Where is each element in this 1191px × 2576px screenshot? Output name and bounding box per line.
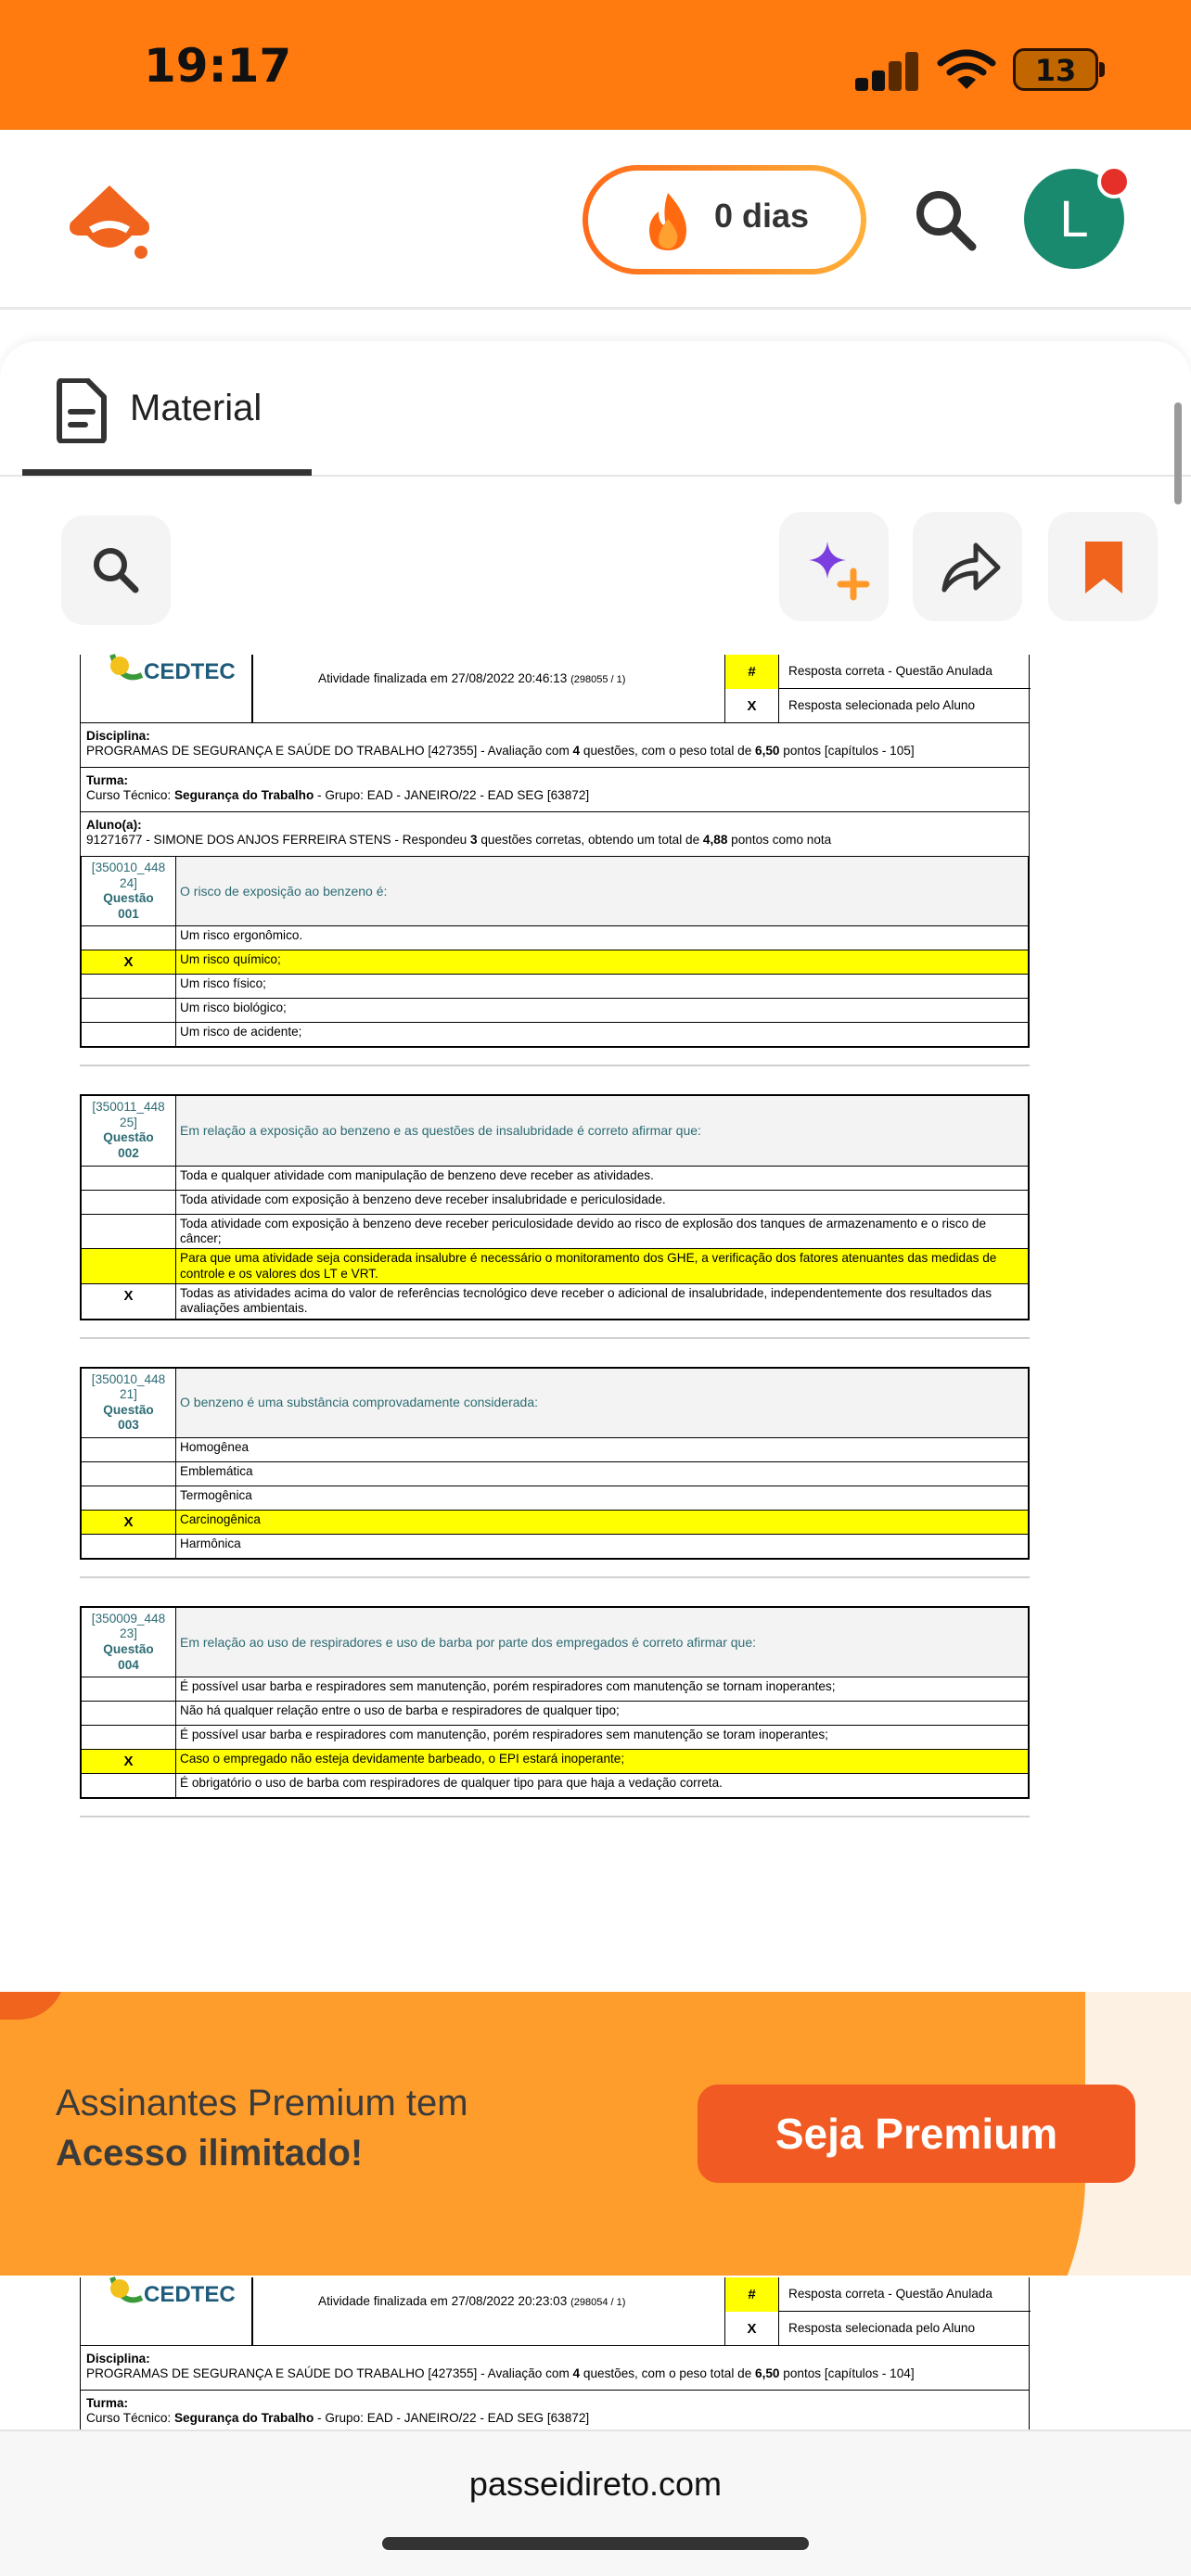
text-cell: Resposta correta - Questão Anulada [788, 2287, 992, 2301]
cedtec-logo [94, 2270, 242, 2313]
question-text: Em relação ao uso de respiradores e uso de barba por parte dos empregados é correto afirmar que: [176, 1608, 1028, 1677]
legend-key-hash: # [725, 655, 779, 689]
answer-option [82, 1166, 1028, 1190]
finished-line [318, 2294, 625, 2309]
question-block [80, 1606, 1030, 1799]
text-cell: X [725, 2312, 779, 2346]
answer-option [82, 1214, 1028, 1249]
text-cell: (298054 / 1) [570, 2297, 626, 2308]
answer-option [82, 1773, 1028, 1797]
battery-level: 13 [1034, 53, 1077, 88]
text-cell: Harmônica [180, 1536, 241, 1550]
document-search-button[interactable] [61, 516, 171, 625]
disciplina-info [80, 2346, 1030, 2391]
text-cell: Questão [103, 1130, 154, 1145]
assessment-document [80, 655, 1030, 1817]
text-cell: Todas as atividades acima do valor de referências tecnológico deve receber o adicional de insalubridade, independentemente dos resultados das avaliações ambientais. [180, 1285, 992, 1316]
text-cell [82, 1486, 176, 1510]
scrollbar[interactable] [1174, 402, 1182, 504]
banner-line-2: Acesso ilimitado! [56, 2133, 364, 2174]
home-indicator[interactable] [382, 2537, 809, 2550]
text-cell: 4 [572, 2366, 581, 2381]
answer-option [82, 1437, 1028, 1461]
document-header [80, 2277, 1030, 2346]
text-cell: PROGRAMAS DE SEGURANÇA E SAÚDE DO TRABALHO [427355] - Avaliação com [86, 2366, 573, 2381]
text-cell: X [82, 1284, 176, 1319]
legend [724, 655, 1031, 723]
text-cell: Termogênica [180, 1487, 252, 1502]
answer-option-correct [82, 1248, 1028, 1283]
browser-url-bar[interactable] [0, 2429, 1191, 2576]
question-text: Em relação a exposição ao benzeno e as questões de insalubridade é correto afirmar que: [176, 1096, 1028, 1165]
text-cell: Para que uma atividade seja considerada insalubre é necessário o monitoramento dos GHE, a verificação dos fatores atenuantes das medidas de controle e os valores dos LT e VRT. [176, 1249, 1028, 1283]
share-icon [941, 540, 1002, 595]
text-cell: - Grupo: EAD - JANEIRO/22 - EAD SEG [63872] [314, 788, 590, 803]
tab-material[interactable] [22, 371, 312, 473]
text-cell: pontos [capítulos - 104] [779, 2366, 915, 2381]
search-icon [89, 543, 143, 597]
text-cell [82, 975, 176, 998]
answer-option [82, 1725, 1028, 1749]
text-cell: Disciplina: [86, 729, 150, 743]
text-cell: Atividade finalizada em 27/08/2022 20:23:03 [318, 2294, 568, 2308]
text-cell: Emblemática [180, 1463, 253, 1478]
text-cell [82, 999, 176, 1022]
answer-option [82, 1677, 1028, 1701]
text-cell: Questão [103, 1641, 154, 1656]
text-cell: Homogênea [180, 1439, 250, 1454]
answer-option [82, 1461, 1028, 1486]
bookmark-icon [1080, 540, 1128, 595]
text-cell: É possível usar barba e respiradores sem manutenção, porém respiradores com manutenção se tornam inoperantes; [180, 1679, 836, 1694]
question-code: [350011_448 25] [92, 1100, 165, 1129]
text-cell [82, 1438, 176, 1461]
text-cell: questões corretas, obtendo um total de [477, 833, 703, 848]
legend-text-correct: Resposta correta - Questão Anulada [788, 664, 992, 678]
text-cell: Não há qualquer relação entre o uso de barba e respiradores de qualquer tipo; [180, 1703, 620, 1718]
answer-option-correct [82, 1510, 1028, 1534]
premium-banner [0, 1992, 1191, 2276]
share-button[interactable] [913, 512, 1022, 621]
avatar[interactable]: L [1024, 169, 1124, 269]
answer-option [82, 925, 1028, 950]
legend [724, 2277, 1031, 2346]
passei-direto-logo-icon[interactable] [63, 178, 156, 263]
battery-icon [1013, 48, 1098, 91]
turma-info [80, 2391, 1030, 2435]
question-text: O risco de exposição ao benzeno é: [176, 857, 1028, 925]
sparkle-icon [807, 540, 870, 603]
assessment-document-2 [80, 2277, 1030, 2435]
text-cell [82, 1023, 176, 1046]
answer-option [82, 1022, 1028, 1046]
question-code: [350010_448 24] [91, 861, 166, 890]
ai-sparkle-button[interactable] [779, 512, 889, 621]
question-code: [350009_448 23] [91, 1611, 166, 1641]
fire-icon [642, 191, 694, 252]
text-cell: Segurança do Trabalho [173, 788, 314, 803]
text-cell [82, 1249, 176, 1283]
streak-button[interactable] [583, 165, 866, 274]
answer-option [82, 1486, 1028, 1510]
text-cell: 002 [118, 1146, 139, 1161]
text-cell: Um risco físico; [180, 976, 266, 991]
text-cell: 6,50 [755, 744, 780, 759]
text-cell [82, 1702, 176, 1725]
text-cell: 91271677 - SIMONE DOS ANJOS FERREIRA STENS - Respondeu [86, 833, 471, 848]
text-cell: Atividade finalizada em 27/08/2022 20:46:13 [318, 671, 568, 685]
text-cell: Segurança do Trabalho [173, 2411, 314, 2426]
text-cell: Um risco ergonômico. [180, 928, 303, 943]
text-cell: Turma: [86, 773, 129, 787]
turma-info [80, 768, 1030, 812]
answer-option [82, 974, 1028, 998]
text-cell: PROGRAMAS DE SEGURANÇA E SAÚDE DO TRABALHO [427355] - Avaliação com [86, 744, 573, 759]
text-cell: Questão [103, 1402, 154, 1417]
url-text[interactable]: passeidireto.com [468, 2465, 723, 2503]
question-text: O benzeno é uma substância comprovadamente considerada: [176, 1369, 1028, 1437]
text-cell: X [82, 950, 176, 974]
text-cell: CEDTEC [144, 2282, 236, 2307]
answer-option [82, 1190, 1028, 1214]
text-cell: Curso Técnico: [86, 2411, 174, 2426]
text-cell: pontos [capítulos - 105] [779, 744, 915, 759]
premium-button[interactable]: Seja Premium [698, 2085, 1135, 2183]
question-block [80, 1094, 1030, 1320]
text-cell: 6,50 [755, 2366, 780, 2381]
text-cell: 004 [118, 1657, 139, 1672]
status-bar [0, 0, 1191, 130]
answer-option [82, 1701, 1028, 1725]
answer-option-selected [82, 1283, 1028, 1319]
text-cell: 4 [572, 744, 581, 759]
text-cell [82, 1215, 176, 1249]
legend-key-x: X [725, 689, 779, 723]
text-cell: Turma: [86, 2396, 129, 2410]
cedtec-logo-text: CEDTEC [144, 659, 236, 684]
text-cell: É possível usar barba e respiradores com manutenção, porém respiradores sem manutenção se toram inoperantes; [180, 1728, 828, 1742]
text-cell [82, 1774, 176, 1797]
text-cell: questões, com o peso total de [580, 744, 756, 759]
streak-label: 0 dias [714, 197, 810, 235]
text-cell [82, 926, 176, 950]
text-cell: Caso o empregado não esteja devidamente barbeado, o EPI estará inoperante; [176, 1750, 1028, 1773]
text-cell: Curso Técnico: [86, 788, 174, 803]
text-cell: Aluno(a): [86, 818, 142, 832]
answer-option-correct [82, 1749, 1028, 1773]
text-cell [82, 1191, 176, 1214]
search-icon[interactable] [909, 184, 983, 258]
text-cell: Um risco biológico; [180, 1001, 287, 1015]
question-block [80, 857, 1030, 1048]
text-cell: pontos como nota [727, 833, 832, 848]
finished-line [318, 671, 625, 686]
app-header [0, 130, 1191, 310]
text-cell: X [82, 1511, 176, 1534]
text-cell: Um risco químico; [176, 950, 1028, 974]
text-cell [82, 1677, 176, 1701]
answer-option [82, 1534, 1028, 1558]
tab-active-indicator [22, 469, 312, 476]
document-icon [54, 378, 109, 443]
text-cell [82, 1726, 176, 1749]
finished-code: (298055 / 1) [570, 674, 626, 685]
disciplina-info [80, 723, 1030, 768]
cedtec-logo [94, 647, 242, 690]
answer-option-correct [82, 950, 1028, 974]
text-cell: # [725, 2277, 779, 2312]
aluno-info [80, 812, 1030, 857]
text-cell: Carcinogênica [176, 1511, 1028, 1534]
text-cell: Questão [103, 891, 154, 906]
banner-line-1: Assinantes Premium tem [56, 2083, 468, 2123]
tab-material-label: Material [130, 388, 263, 428]
text-cell: 003 [118, 1418, 139, 1433]
legend-text-selected: Resposta selecionada pelo Aluno [788, 698, 976, 712]
text-cell: Toda atividade com exposição à benzeno deve receber periculosidade devido ao risco de explosão dos tanques de armazenamento e o risco de câncer; [180, 1216, 987, 1245]
text-cell: - Grupo: EAD - JANEIRO/22 - EAD SEG [63872] [314, 2411, 590, 2426]
text-cell: 3 [470, 833, 478, 848]
document-header [80, 655, 1030, 723]
text-cell: Disciplina: [86, 2352, 150, 2366]
cellular-signal-icon [855, 52, 920, 91]
text-cell [82, 1535, 176, 1558]
answer-option [82, 998, 1028, 1022]
bookmark-button[interactable] [1048, 512, 1158, 621]
text-cell: É obrigatório o uso de barba com respiradores de qualquer tipo para que haja a vedação correta. [180, 1776, 723, 1791]
text-cell: 001 [118, 906, 139, 921]
text-cell: Um risco de acidente; [180, 1025, 302, 1039]
question-block [80, 1367, 1030, 1560]
text-cell: X [82, 1750, 176, 1773]
text-cell: Resposta selecionada pelo Aluno [788, 2321, 976, 2335]
question-code: [350010_448 21] [91, 1371, 166, 1402]
text-cell: Toda e qualquer atividade com manipulação de benzeno deve receber as atividades. [180, 1167, 654, 1182]
text-cell: questões, com o peso total de [580, 2366, 756, 2381]
notification-dot [1097, 165, 1131, 198]
status-time: 19:17 [144, 39, 292, 93]
text-cell: 4,88 [702, 833, 728, 848]
wifi-icon [937, 48, 996, 91]
text-cell [82, 1167, 176, 1190]
text-cell [82, 1462, 176, 1486]
text-cell: Toda atividade com exposição à benzeno deve receber insalubridade e periculosidade. [180, 1192, 666, 1206]
